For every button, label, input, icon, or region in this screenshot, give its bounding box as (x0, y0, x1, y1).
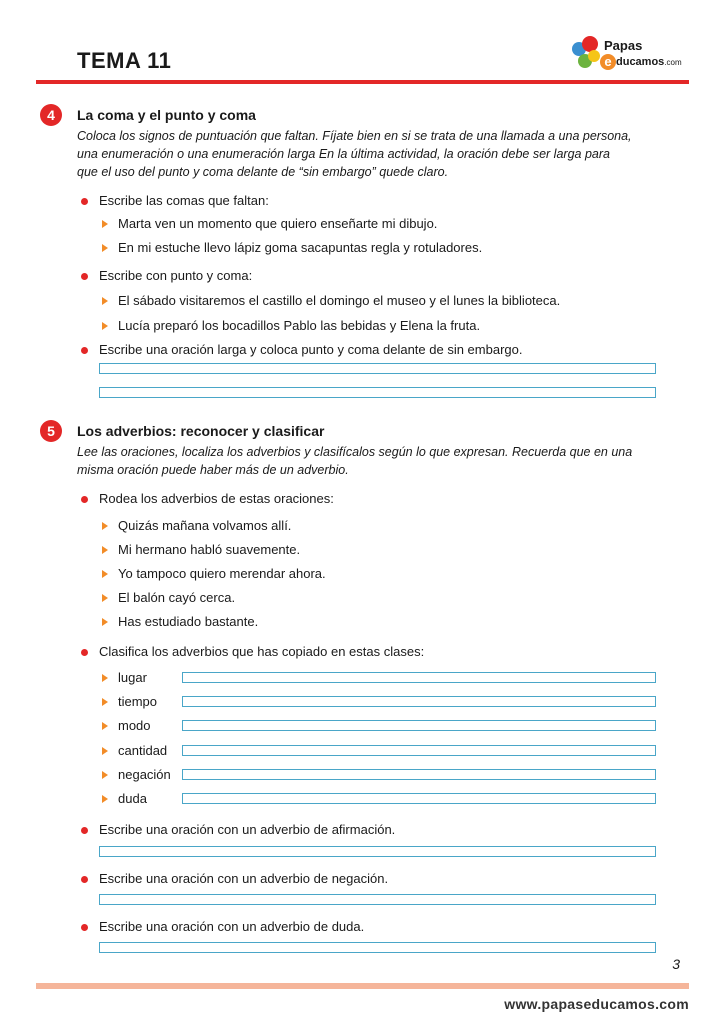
arrow-bullet-icon (102, 594, 108, 602)
class-label-text: duda (118, 791, 147, 806)
answer-line[interactable] (99, 846, 656, 857)
section-5-title: Los adverbios: reconocer y clasificar (77, 423, 325, 439)
section-4-number: 4 (40, 104, 62, 126)
class-label-text: tiempo (118, 694, 158, 709)
arrow-bullet-icon (102, 747, 108, 755)
class-answer-line[interactable] (182, 696, 656, 707)
class-answer-line[interactable] (182, 672, 656, 683)
bullet-icon (81, 827, 88, 834)
bullet-icon (81, 649, 88, 656)
answer-line[interactable] (99, 942, 656, 953)
instruction-line: misma oración puede haber más de un adverbio. (77, 463, 349, 477)
sentence-text: Mi hermano habló suavemente. (118, 542, 301, 557)
arrow-bullet-icon (102, 244, 108, 252)
footer-url: www.papaseducamos.com (504, 996, 689, 1012)
logo-face-yellow-icon (588, 50, 600, 62)
sentence-item (118, 590, 235, 605)
bullet-icon (81, 496, 88, 503)
sentence-text: El balón cayó cerca. (118, 590, 236, 605)
sentence-item (118, 614, 258, 629)
arrow-bullet-icon (102, 771, 108, 779)
class-label (118, 670, 147, 685)
class-label (118, 694, 157, 709)
arrow-bullet-icon (102, 522, 108, 530)
page-number: 3 (672, 956, 680, 972)
task-item (99, 268, 252, 283)
bullet-icon (81, 273, 88, 280)
arrow-bullet-icon (102, 698, 108, 706)
task-text: Escribe con punto y coma: (99, 268, 253, 283)
class-label (118, 743, 167, 758)
class-label-text: lugar (118, 670, 147, 685)
class-label-text: modo (118, 718, 151, 733)
sentence-item (118, 518, 291, 533)
arrow-bullet-icon (102, 570, 108, 578)
class-label-text: negación (118, 767, 171, 782)
task-text: Clasifica los adverbios que has copiado en estas clases: (99, 644, 425, 659)
section-5-instructions (77, 443, 657, 479)
section-4-instructions (77, 127, 657, 181)
sentence-text: Has estudiado bastante. (118, 614, 259, 629)
sentence-text: Marta ven un momento que quiero enseñarte mi dibujo. (118, 216, 438, 231)
section-5-number: 5 (40, 420, 62, 442)
task-text: Escribe una oración con un adverbio de afirmación. (99, 822, 396, 837)
footer-divider (36, 983, 689, 989)
class-answer-line[interactable] (182, 793, 656, 804)
arrow-bullet-icon (102, 722, 108, 730)
arrow-bullet-icon (102, 674, 108, 682)
sentence-item (118, 216, 437, 231)
task-text: Escribe una oración con un adverbio de negación. (99, 871, 389, 886)
instruction-line: Lee las oraciones, localiza los adverbios y clasifícalos según lo que expresan. Recuerda que en una (77, 445, 633, 459)
arrow-bullet-icon (102, 795, 108, 803)
page-title: TEMA 11 (77, 48, 172, 73)
logo-text-top: Papas (604, 38, 643, 53)
section-4-title: La coma y el punto y coma (77, 107, 256, 123)
class-answer-line[interactable] (182, 769, 656, 780)
logo-text-educamos: ducamos (616, 56, 665, 68)
class-label (118, 791, 147, 806)
sentence-item (118, 318, 480, 333)
task-item (99, 491, 334, 506)
class-answer-line[interactable] (182, 720, 656, 731)
task-item (99, 919, 364, 934)
instruction-line: una enumeración o una enumeración larga En la última actividad, la oración debe ser larga para (77, 147, 610, 161)
sentence-text: Quizás mañana volvamos allí. (118, 518, 292, 533)
bullet-icon (81, 876, 88, 883)
class-label (118, 718, 151, 733)
arrow-bullet-icon (102, 546, 108, 554)
class-label (118, 767, 171, 782)
logo-text-bottom (616, 56, 682, 68)
task-text: Escribe una oración larga y coloca punto y coma delante de sin embargo. (99, 342, 523, 357)
sentence-item (118, 240, 482, 255)
bullet-icon (81, 198, 88, 205)
sentence-text: Lucía preparó los bocadillos Pablo las bebidas y Elena la fruta. (118, 318, 481, 333)
sentence-item (118, 566, 326, 581)
task-item (99, 193, 269, 208)
bullet-icon (81, 924, 88, 931)
answer-line[interactable] (99, 363, 656, 374)
bullet-icon (81, 347, 88, 354)
papaseducamos-logo (570, 36, 695, 76)
logo-text-suffix: .com (664, 58, 682, 67)
task-item (99, 644, 424, 659)
answer-line[interactable] (99, 387, 656, 398)
task-item (99, 342, 522, 357)
sentence-text: En mi estuche llevo lápiz goma sacapuntas regla y rotuladores. (118, 240, 483, 255)
arrow-bullet-icon (102, 297, 108, 305)
task-item (99, 871, 388, 886)
sentence-item (118, 293, 560, 308)
class-answer-line[interactable] (182, 745, 656, 756)
task-text: Escribe una oración con un adverbio de duda. (99, 919, 365, 934)
instruction-line: Coloca los signos de puntuación que faltan. Fíjate bien en si se trata de una llamada a una persona, (77, 129, 632, 143)
answer-line[interactable] (99, 894, 656, 905)
logo-letter-e: e (600, 54, 616, 70)
header-divider (36, 80, 689, 84)
task-item (99, 822, 395, 837)
class-label-text: cantidad (118, 743, 168, 758)
arrow-bullet-icon (102, 322, 108, 330)
sentence-item (118, 542, 300, 557)
arrow-bullet-icon (102, 618, 108, 626)
task-text: Rodea los adverbios de estas oraciones: (99, 491, 334, 506)
arrow-bullet-icon (102, 220, 108, 228)
sentence-text: Yo tampoco quiero merendar ahora. (118, 566, 326, 581)
sentence-text: El sábado visitaremos el castillo el domingo el museo y el lunes la biblioteca. (118, 293, 561, 308)
task-text: Escribe las comas que faltan: (99, 193, 269, 208)
instruction-line: que el uso del punto y coma delante de “sin embargo” quede claro. (77, 165, 449, 179)
